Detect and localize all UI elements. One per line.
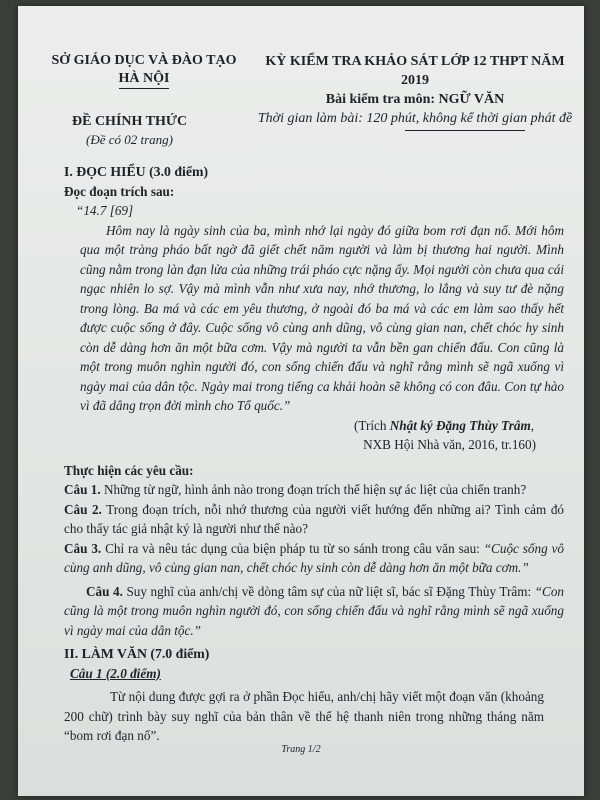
q4-text: Suy nghĩ của anh/chị về dòng tâm sự của nữ liệt sĩ, bác sĩ Đặng Thùy Trâm: xyxy=(122,583,535,599)
writing-question-1-label xyxy=(64,664,564,684)
page-count-note: (Đề có 02 trang) xyxy=(86,132,174,147)
q2-text: Trong đoạn trích, nỗi nhớ thương của người viết hướng đến những ai? Tình cảm đó cho thấy tác giả nhật ký là người như thế nào? xyxy=(64,501,565,536)
section-writing-heading: II. LÀM VĂN (7.0 điểm) xyxy=(64,646,210,661)
page-number: Trang 1/2 xyxy=(281,744,321,755)
city-name: HÀ NỘI xyxy=(119,70,170,89)
diary-passage: Hôm nay là ngày sinh của ba, mình nhớ lại ngày đó giữa bom rơi đạn nổ. Mới hôm qua một tràng pháo bất ngờ đã giết chết năm người và làm bị thương hai người. Mình cũng nằm trong làn đạn lửa của những trái pháo cực nặng ấy. Mọi người còn chưa qua cái ngạc nhiên lo sợ. Vậy mà mình vẫn như xưa nay, nhớ thương, lo lắng và suy tư đè nặng trong lòng. Ba má và các em yêu thương, ở ngoài đó ba má và các em làm sao thấy hết được cuộc sống ở đây. Cuộc sống vô cùng anh dũng, vô cùng gian nan, chết chóc hy sinh còn dễ dàng hơn ăn một bữa cơm. Vậy mà người ta vẫn bền gan chiến đấu. Con cũng là một trong muôn nghìn người đó, con sống chiến đấu và nghĩ rằng mình sẽ ngã xuống vì ngày mai của dân tộc. Ngày mai trong tiếng ca khải hoàn sẽ không có con đâu. Con tự hào vì đã dâng trọn đời mình cho Tổ quốc.” xyxy=(80,222,564,413)
q3-quote: “Cuộc sống vô cùng anh dũng, vô cùng gian nan, chết chóc hy sinh còn dễ dàng hơn ăn một bữa cơm.” xyxy=(64,540,565,575)
exam-title: KỲ KIỂM TRA KHẢO SÁT LỚP 12 THPT NĂM 2019 xyxy=(265,54,565,88)
source-book: Nhật ký Đặng Thùy Trâm xyxy=(389,417,531,433)
exam-body xyxy=(64,162,564,746)
exam-paper xyxy=(18,6,584,796)
q3-label: Câu 3. xyxy=(64,540,102,556)
q4-label: Câu 4. xyxy=(86,583,123,599)
official-label: ĐỀ CHÍNH THỨC xyxy=(72,114,188,129)
q3-text: Chỉ ra và nêu tác dụng của biện pháp tu từ so sánh trong câu văn sau: xyxy=(101,540,484,556)
reading-instruction: Đọc đoạn trích sau: xyxy=(64,183,175,199)
c1-label: Câu 1 (2.0 điểm) xyxy=(70,665,161,681)
question-1 xyxy=(64,480,564,500)
source-suffix: , xyxy=(530,417,534,433)
tasks-heading: Thực hiện các yêu cầu: xyxy=(64,462,194,478)
diary-date: “14.7 [69] xyxy=(76,203,134,218)
q2-label: Câu 2. xyxy=(64,501,102,517)
exam-header xyxy=(256,52,574,131)
exam-time: Thời gian làm bài: 120 phút, không kể thời gian phát đề xyxy=(257,111,573,126)
writing-question-1-text: Từ nội dung được gợi ra ở phần Đọc hiểu, anh/chị hãy viết một đoạn văn (khoảng 200 chữ) trình bày suy nghĩ của bản thân về thế hệ thanh niên trong những tháng năm “bom rơi đạn nổ”. xyxy=(64,689,544,743)
department-header xyxy=(44,52,244,89)
q1-label: Câu 1. xyxy=(64,482,101,497)
question-3 xyxy=(64,539,564,578)
passage-publisher: NXB Hội Nhà văn, 2016, tr.160) xyxy=(363,437,536,452)
section-reading-heading: I. ĐỌC HIỂU (3.0 điểm) xyxy=(64,164,209,179)
q1-text: Những từ ngữ, hình ảnh nào trong đoạn trích thể hiện sự ác liệt của chiến tranh? xyxy=(100,482,527,497)
department-name: SỞ GIÁO DỤC VÀ ĐÀO TẠO xyxy=(51,53,237,68)
passage-source xyxy=(64,416,564,436)
source-prefix: (Trích xyxy=(353,417,390,433)
q4-quote: “Con cũng là một trong muôn nghìn người đó, con sống chiến đấu và nghĩ rằng mình sẽ ngã xuống vì ngày mai của dân tộc.” xyxy=(64,583,565,638)
question-2 xyxy=(64,500,564,539)
question-4 xyxy=(64,582,564,641)
header-divider xyxy=(405,130,525,131)
exam-subject: Bài kiểm tra môn: NGỮ VĂN xyxy=(325,92,505,107)
